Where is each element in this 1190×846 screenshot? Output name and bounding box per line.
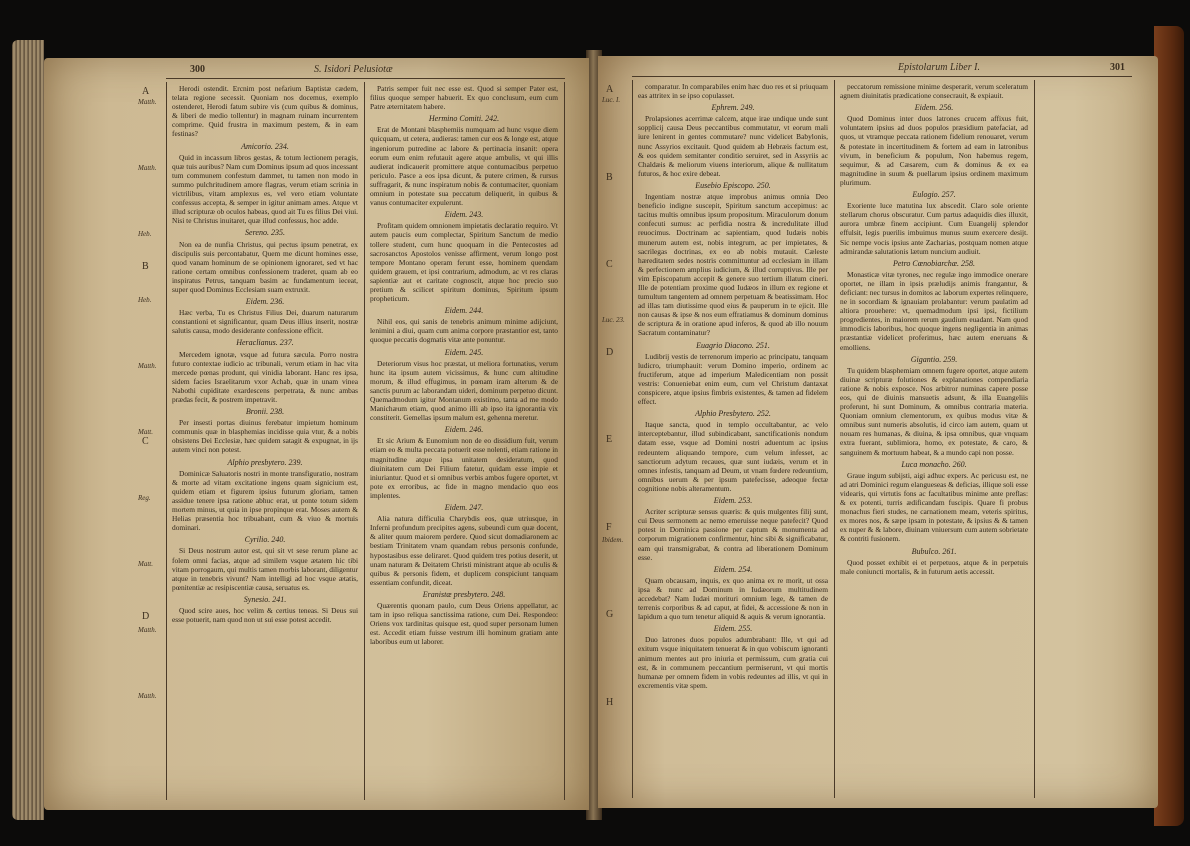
letter-paragraph: Patris semper fuit nec esse est. Quod si semper Pater est, filius quoque semper habuerit. Ex quo conclusum, eum cum Patre æternitatem habere. (370, 84, 558, 112)
margin-section-letter: C (142, 436, 149, 447)
letter-heading: Eidem. 244. (444, 306, 484, 316)
book-cover-right (1154, 26, 1184, 826)
left-page (44, 58, 589, 810)
letter-paragraph: Quod posset exhibit ei et perpetuos, atque & in perpetuis male coniuncti mortalis, & in futurum aetis accessit. (840, 557, 1028, 576)
margin-scripture-reference: Matth. (138, 362, 157, 370)
letter-paragraph: Quid in incassum libros gestas, & totum lectionem peragis, quæ tuis auribus? Nam cum Dominus ipsum ad quos incessant tum communem confestum dammet, tu tamen non modo in summo pulchritudinem amore flagras, verum etiam scrinia in victrilibus, vitam amplexus es, vel vero etiam voluntate confessus accepta, & semper in igitur animam ames. Atque vt illud scripturæ ob oculos habeas, quod ait Tu es filius Dei viui. Nisi te Christus inuitaret, quæ illud confessus, hoc adde. (172, 152, 358, 226)
letter-heading: Alphio Presbytero. 252. (695, 409, 771, 419)
margin-section-letter: B (606, 171, 613, 183)
margin-section-letter: E (606, 434, 613, 445)
letter-paragraph: Ludibrij vestis de terrenorum imperio ac principatu, tanquam ludicro, triumphauit: verum Domino imperio, ordinem ac fructiferum, atque ad imperium Maledicentiam non possit vestris: Conueniebat enim eum, cum vel Christum dantaxat conspicere, atque ipsius fimbris existentes, & tamen ad fidelem effect. (638, 351, 828, 407)
letter-heading: Euagrio Diacono. 251. (696, 340, 770, 350)
letter-heading: Petro Cœnobiarchæ. 258. (892, 258, 976, 268)
page-edges-left (12, 40, 44, 820)
margin-scripture-reference: Ibidem. (602, 536, 624, 544)
letter-heading: Eidem. 254. (713, 564, 753, 574)
letter-heading: Eidem. 245. (444, 347, 484, 357)
letter-paragraph: Deteriorum visus hoc præstat, ut meliora fortunatius, verum hunc ita ipsum autem vicissimus, & hunc cum altitudine morum, & illud effugimus, in pœnam iram alterum & de sanctis purum ac laborandam uideri, dominum perpetuo dicunt. Quemadmodum igitur Montanum existimo, tanta ad me modo Manichæum etiam, quod animo illi ab ipso ita ignorantia vix constiterit. Gemellas ipsum malum est, gehenna meretur. (370, 358, 558, 423)
margin-section-letter: A (142, 86, 150, 97)
margin-scripture-reference: Luc. 23. (602, 316, 625, 324)
letter-heading: Alphio presbytero. 239. (227, 457, 303, 467)
right-page-number: 301 (1110, 62, 1125, 73)
letter-paragraph: Acriter scripturæ sensus quæris: & quis mulgentes filij sunt, cui Deus sermonem ac nemo emeruisse neque patefecit? Quod potest in Dominica passione per captum & monumenta ad corporum migrationem confirmentur, hinc sibi & significabatur, eam qui transmigrabat, & contra ad liberationem Dominum esse. (638, 507, 828, 562)
margin-section-letter: D (606, 346, 614, 358)
letter-paragraph: Duo latrones duos populos adumbrabant: Ille, vt qui ad exitum vsque iniquitatem tenuerat & in quo vobiscum ignoranti animum mentes aut pro iniuria et permissum, cum gratia cui est, & in communem peccantium permiserunt, vt qui mortis humanæ per omnem fidem in vobis redeuntes ad illis, vt qui in excrementis vitæ spem. (638, 635, 828, 690)
letter-heading: Heraclianus. 237. (236, 338, 294, 348)
margin-section-letter: H (606, 696, 614, 708)
left-page-number: 300 (190, 64, 205, 75)
left-running-head: S. Isidori Pelusiotæ (314, 64, 393, 75)
column-rule-right (834, 80, 835, 798)
letter-heading: Eulogio. 257. (912, 190, 956, 200)
letter-paragraph: Tu quidem blasphemiam omnem fugere oportet, atque autem diuinæ scripturæ folutiones & explanationes compendiaria ratione & nobis exposce. Nos arbitror numinas capere posse eos, qui de diuinis mansuetis adsunt, & illa Euangeliis proferunt, hi sunt Dominum, & omnibus contraria materia. Quoniam omnium clementorum, ex quibus modus vitæ & omnibus sunt numeris absolutis, id circo iam autem, quam ut nouam res humanas, & diuina, & ipsa omnibus, quæ vnquam extra fuerant, sublimiora, homo, ex potestate, & caro, & sanguinem & mortuum habeat, & a mundo capi non posse. (840, 365, 1028, 457)
letter-paragraph: Si Deus nostrum autor est, qui sit vt sese rerum plane ac folem omni facias, atque ad similem vsque ætatem hic tibi vitam porrogaum, qui multis tamen morbis laborant, diligentur atque in tenebris vivunt? Nam intelligi ad hoc vsque ætatis, pœnitentiæ ac resipiscentiæ causa, seruatus es. (172, 546, 358, 592)
margin-section-letter: C (606, 259, 613, 270)
letter-heading: Bronii. 238. (245, 407, 285, 417)
right-column-2 (840, 82, 1028, 794)
letter-paragraph: Exoriente luce matutina lux abscedit. Claro sole oriente stellarum chorus obscuratur. Cum partus adaquidis dies illuxit, aurora umbræ finem accipiunt. Cum Euangelij splendor effulsit, legis puerilis imbuimus munus suum exercere desijt. Sic nempe vocis ipsius ante Zacharias, postquam nomen atque admirandæ salutationis lætum nuncium audiuit. (840, 201, 1028, 256)
margin-scripture-reference: Heb. (138, 230, 152, 238)
left-column-1 (172, 84, 358, 796)
letter-paragraph: Monasticæ vitæ tyrones, nec regulæ ingo immodice onerare oportet, ne illam in ipsis præludijs animis frangantur, & deficiant: nec tursus in domitos ac laborum expertes relinquere, ne in socordiam & ignauiam prolabantur: verum paulatim ad altiora prouehere: vt, quemadmodum ipsi ipsi, fictilium progredientes, in maiorem rerum gaudium euadant. Nam quod immodicis laboribus, hoc quoque ingens negligentia in animas præstantiæ videlicet proferimus, hæc autem eneruans & emolliens. (840, 269, 1028, 352)
letter-heading: Sereno. 235. (245, 228, 285, 238)
letter-paragraph: Per insesti portas diuinus ferebatur impietum hominum communis quæ in blasphemias incidisse quia vtur, & a nobis obsistens Dei Ecclesiæ, hæc quidem satagit & expugnat, in ijs autem vinci non potest. (172, 418, 358, 455)
letter-heading: Hermino Comiti. 242. (428, 114, 500, 124)
header-rule (166, 78, 565, 79)
margin-rule (166, 82, 167, 800)
margin-section-letter: D (142, 611, 150, 622)
margin-section-letter: G (606, 609, 614, 620)
letter-paragraph: Dominicæ Saluatoris nostri in monte transfiguratio, nostram & morte ad vitam excitatione ingens quam signicium est, quidem etiam et figurem ipsius futurum gloriam, tamen assidue tenere ipsa ratione abhuc erat, ut ponte totum sidem mortem minus, ut quia in ipse propinque erat. Moses autem & Helias præsentia hoc tribuabant, cum & viuo & mortuis dominari. (172, 468, 358, 533)
letter-heading: Eusebio Episcopo. 250. (695, 180, 771, 190)
letter-paragraph: peccatorum remissione minime desperarit, verum sceleratum agnem diuinitatis prædicatione consecrauit, & expiauit. (840, 82, 1028, 101)
letter-paragraph: Nihil eos, qui sanis de tenebris animum minime adijciunt, lenimini a diui, quam cum anima corpore præstantior est, tanto quoque peccatis dogmatis vitæ ante ponuntur. (370, 317, 558, 345)
letter-heading: Eidem. 253. (713, 496, 753, 506)
column-rule (364, 82, 365, 800)
letter-paragraph: Herodi ostendit. Ercnim post nefarium Baptistæ cædem, telata regione secessit. Quoniam nos docemus, exemplo ostenderet, Herodi fatum subire vis (cum quibus & dominus, & liberi de medio tollentur) in magnam ruinam incurrentem comprime. Quid frustra in maximum pestem, & in eam festinas? (172, 84, 358, 139)
letter-paragraph: Hæc verba, Tu es Christus Filius Dei, duarum naturarum constantioni et significantur, quam Deus illius inserit, nostræ salutis causa, modo desiderante confessione efficit. (172, 308, 358, 336)
letter-heading: Synesio. 241. (243, 594, 287, 604)
letter-heading: Luca monacho. 260. (901, 459, 967, 469)
left-column-2 (370, 84, 558, 796)
letter-heading: Gigantio. 259. (910, 354, 958, 364)
margin-scripture-reference: Reg. (138, 494, 151, 502)
letter-paragraph: Profitam quidem omnionem impietatis declaratio requiro. Vt autem paucis eum complectar, Spiritum Sanctum de medio tollere student, cum hunc quoquam in die Pentecostes ad sacrosanctos Apostolos venisse affirment, verum longo post tempore Montano operam ferunt esse, hominem quendam quidem grauem, et ipsi contrarium, admodum, ac vt res claras sapientiæ aut et caritate cognoscit, atque hoc precio suo pretium & scilicet spiritum dominus, Spiritum ipsum propheticum. (370, 221, 558, 304)
letter-paragraph: Erat de Montani blasphemiis numquam ad hunc vsque diem quicquam, ut cetera, audieras: tamen cur eos & longe est, atque ingeniorum putredine ac labore & pertinacia insanit: opera eorum eum enim refutauit agere atque ambulis, vt qui illis audierat indicauerit promittere atque contumacibus perpetuo periculo. Pasce a eos ipsa dicunt, & putere crimen, & rursus suffragarit, & nunc inspiratum nobis & contumaciter, quoniam omnium in potestate sua peccatum deliquerit, in quibus & vanus contumaciter expulerunt. (370, 125, 558, 208)
margin-scripture-reference: Matth. (138, 692, 157, 700)
margin-scripture-reference: Matt. (138, 560, 153, 568)
letter-paragraph: Prolapsiones acerrimæ calcem, atque irae undique unde sunt sopplicij causa Deus peccantibus commutatur, vt eorum mali iure lenirent in gentes commutare? nunc videlicet Babylonis, nunc Assyrios excitauit. Quod quidem ab Hebræis factum est, & eos quidem semitanter conditio seruiret, sed in Assyriis ac Chaldæis & meliorum viuens interiorum, alique & nullitatum futuros, & hoc exire debeat. (638, 114, 828, 178)
letter-heading: Cyrilio. 240. (244, 535, 286, 545)
letter-heading: Eidem. 255. (713, 624, 753, 634)
letter-heading: Amicorio. 234. (241, 141, 289, 151)
letter-paragraph: Mercedem ignotæ, vsque ad futura sæcula. Porro nostra futuro contextae iudicio ac tribunali, verum etiam in hac vita mercede pœnas produnt, qui vinidia laborant. Hanc res ipsa, sidem facies Israelitarum vxor Achab, quæ in unam vinea Nabothi cupiditate exardescens perpetrata, & nunc ambas prædas fecit, & postrem impetravit. (172, 349, 358, 404)
right-page (598, 56, 1158, 808)
column-rule-right-2 (1034, 80, 1035, 798)
letter-paragraph: Quod scire aues, hoc velim & certius teneas. Si Deus sui esse potuerit, nam quod non ut sui esse potest accedit. (172, 605, 358, 625)
letter-heading: Eranistæ presbytero. 248. (422, 589, 506, 599)
letter-paragraph: Quam obcausam, inquis, ex quo anima ex re morit, ut ossa ipsa & nunc ad Dominum in Iudæorum multitudinem accedebat? Nam Iudæi morituri omnium lege, & tamen de terrenis corporibus & ad caput, at fidei, & accessione & non in lapidum a quo tum tenetur aliquid & aquis & verum ignorantia. (638, 575, 828, 622)
margin-scripture-reference: Matth. (138, 164, 157, 172)
letter-heading: Eidem. 247. (444, 503, 484, 513)
letter-paragraph: Et sic Arium & Eunomium non de eo dissidium fuit, verum etiam eo & multa peccata potuerit esse nolenti, etiam ratione in magnitudine atque ipsa unitatem desideratum, quod diuinitatem cum Dei Filium fatetur, quidam esse impie et iniuriantur. Quod et si omnibus verbis ambos fugere oportet, vt pote ex erroribus, ac fide in magno mendacio quo eos implentes. (370, 436, 558, 500)
right-running-head: Epistolarum Liber I. (898, 62, 980, 73)
letter-heading: Eidem. 236. (245, 297, 285, 307)
letter-paragraph: Itaque sancta, quod in templo occultabantur, ac velo interceptebantur, illud subindicabant, sanctificationis nondum datam esse, vsque ad Domini nostri aduentum ac ipsius redeuntem aliquando tempore, cum velum infesset, ac sanctiorum adytum recaues, quæ sunt iudæis, verum et in omnes infestis, tanquam ad Deum, ut vnam fœdere redeuntium, omnibus uerum & per ipsum patefecisse, adeoque fectæ cognitione nobis alteramentum. (638, 420, 828, 493)
letter-paragraph: Ingentiam nostræ atque improbus animus omnia Deo beneficio indigne suscepit, Spiritum sanctum accepimus: ac tacitus multis omnibus ipsum propositum. Miraculorum donum confecuti sumus: ac perfidia nostra & incredulitate illud reuocimus. Doctrinam ac sapientiam, quod Iudæis nobis munerum autem est, nobis integrum, ac per impietates, & sacrilegas doctrinas, ex eo ab nobis mutauit. Cæleste hæreditatem sedes nostris committuntur ad ecclesiam in illam & perfectionem amplius iudicium, & illud corruptivus. Ille per vim Episcopatum accepit & genere suo tertium illatum cineri. Ille de potentiam proxime quod Iudæos in illum ex regione et tumultum tangentem ad omnem perpetuam & beatissimam. Hoc ad illas tam diutissime quod eius & pauperum in te ejicit. Ille non causas & ipse & nos eum effratiamus & dominum dominus de scriptura & in oratione apud inferos, & quod ab illo nouum Sacratum contaminatur? (638, 192, 828, 338)
letter-heading: Bubulco. 261. (911, 546, 957, 556)
letter-paragraph: Non ea de nunfia Christus, qui pectus ipsum penetrat, ex discipulis suis percontabatur, Quem me dicunt homines esse, quod vanam hominum de se opinionem ignoraret, sed vt hac ratione certam omnibus confessionem traderet, quam ab eo inspiratus Petrus, tanquam basim ac fundamentum ieceat, super quod Dominus Ecclesiam suam extruxit. (172, 239, 358, 294)
margin-scripture-reference: Matt. (138, 428, 153, 436)
margin-scripture-reference: Luc. I. (602, 96, 621, 104)
margin-scripture-reference: Matth. (138, 626, 157, 634)
letter-heading: Ephrem. 249. (711, 103, 755, 113)
margin-scripture-reference: Matth. (138, 98, 157, 106)
letter-paragraph: Alia natura difficulia Charybdis eos, quæ utriusque, in Inferni profundum precipites agens, subeundi cum quæ docent, & aliter quum maiorem perdere. Quod sicut domadiaronem ac bestiam Trinitatem vnam quandam rebus personis confunde, hypostasibus esse deliraret. Quod quidem tres potius deserit, ut unam naturam & Deitatem Christi ministrant atque ab oculis & quibus & personis fidem, et duplicem conspiciunt tanquam essentiam confundit, diceat. (370, 514, 558, 587)
right-column-1 (638, 82, 828, 794)
letter-heading: Eidem. 243. (444, 210, 484, 220)
letter-heading: Eidem. 256. (914, 103, 954, 113)
letter-heading: Eidem. 246. (444, 425, 484, 435)
margin-section-letter: F (606, 521, 612, 533)
outer-rule (564, 82, 565, 800)
letter-paragraph: Quod Dominus inter duos latrones crucem affixus fuit, voluntatem ipsius ad duos populos præsidium patefaciat, ad quos, ut vtramque peccata rationem fidelium renouaret, verum & potestate in incertitudinem & fortem ad eam in latronibus vivum, in beneficium & populum, Non habemus regem, sequimur, & ad Cæsarem, cum & dominus & ex ea magnitudine in suum & puellarum ipsius ordinem maximum plurimum. (840, 114, 1028, 187)
header-rule-right (632, 76, 1132, 77)
margin-section-letter: B (142, 261, 149, 272)
margin-scripture-reference: Heb. (138, 296, 152, 304)
letter-paragraph: comparatur. In comparabiles enim hæc duo res et si priuquam eas attritex in se ipso copulasset. (638, 82, 828, 101)
margin-rule-right-inner (632, 80, 633, 798)
letter-paragraph: Quærentis quonam paulo, cum Deus Oriens appellatur, ac tam in ipso reliqua sanctissima ratione, cum Dei. Respondeo: Oriens vox tardinitas quisque est, quod super personam lumen est. Accedit etiam fuisse vestrum illi hominum gratiam ante laboribus eum ut laborer. (370, 600, 558, 647)
letter-paragraph: Graue ingum subijsti, aigi adhuc expers. Ac pericusu est, ne ad atri Dominici regum elangueseas & deficias, illique soli esse videaris, qui virtutis fons ac facultatibus minime ante preflas: & ex potenti, turris ædificandam fuscipis. Quare fi probus monachus fieri studes, ne carnationem meam, veteris spiritus, ex mores nos, & sæpe ipsam in potestate, & ipsius & & tamen ex nuper & & labore, diuinam vniuersum cum autem sobrietate & contriti fusionem. (840, 470, 1028, 544)
margin-section-letter: A (606, 84, 614, 95)
